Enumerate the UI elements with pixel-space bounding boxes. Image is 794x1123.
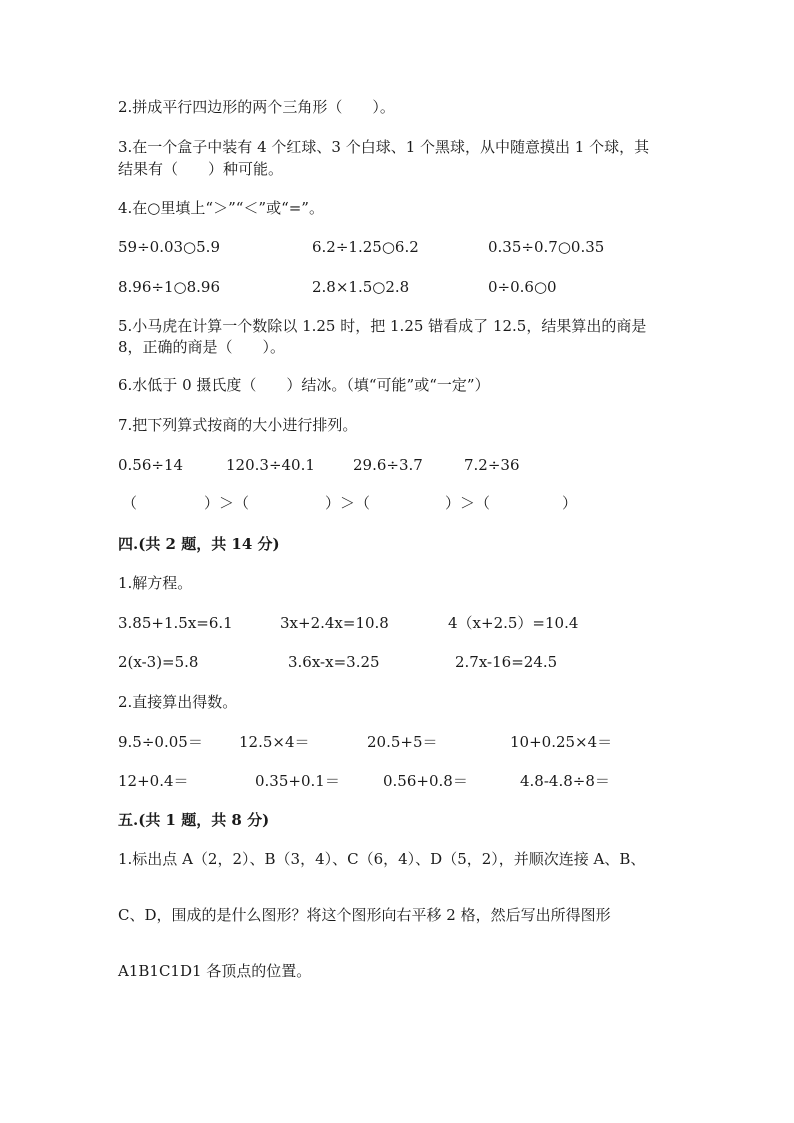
question-4-stem: 4.在○里填上“＞”“＜”或“=”。: [118, 199, 324, 217]
question-6: 6.水低于 0 摄氏度（ ）结冰。（填“可能”或“一定”）: [118, 376, 490, 394]
division-expression: 29.6÷3.7: [353, 456, 423, 474]
question-5-line-2: 8，正确的商是（ ）。: [118, 338, 286, 356]
equation: 2(x-3)=5.8: [118, 653, 199, 671]
mental-math-item: 10+0.25×4＝: [510, 733, 613, 751]
order-bracket: ）: [562, 494, 578, 512]
equation: 4（x+2.5）=10.4: [448, 614, 579, 632]
equation: 3.85+1.5x=6.1: [118, 614, 233, 632]
mental-math-item: 0.56+0.8＝: [383, 772, 468, 790]
division-expression: 7.2÷36: [464, 456, 520, 474]
mental-math-item: 20.5+5＝: [367, 733, 438, 751]
compare-item: 6.2÷1.25○6.2: [312, 238, 419, 256]
question-3-line-1: 3.在一个盒子中装有 4 个红球、3 个白球、1 个黑球，从中随意摸出 1 个球，其: [118, 138, 650, 156]
equation: 2.7x-16=24.5: [455, 653, 558, 671]
section-4-part-2-stem: 2.直接算出得数。: [118, 693, 238, 711]
section-5-question-line-2: C、D，围成的是什么图形？将这个图形向右平移 2 格，然后写出所得图形: [118, 906, 611, 924]
section-4-part-1-stem: 1.解方程。: [118, 574, 193, 592]
mental-math-item: 4.8-4.8÷8＝: [520, 772, 610, 790]
mental-math-item: 12+0.4＝: [118, 772, 189, 790]
mental-math-item: 12.5×4＝: [239, 733, 310, 751]
compare-item: 59÷0.03○5.9: [118, 238, 220, 256]
question-2: 2.拼成平行四边形的两个三角形（ ）。: [118, 98, 395, 116]
question-3-line-2: 结果有（ ）种可能。: [118, 160, 284, 178]
section-5-question-line-1: 1.标出点 A（2，2）、B（3，4）、C（6，4）、D（5，2），并顺次连接 A、B、: [118, 850, 646, 868]
division-expression: 0.56÷14: [118, 456, 184, 474]
compare-item: 0÷0.6○0: [488, 278, 557, 296]
order-bracket: （: [122, 494, 138, 512]
order-bracket: ）＞（: [445, 494, 491, 512]
order-bracket: ）＞（: [204, 494, 250, 512]
equation: 3x+2.4x=10.8: [280, 614, 389, 632]
mental-math-item: 9.5÷0.05＝: [118, 733, 203, 751]
mental-math-item: 0.35+0.1＝: [255, 772, 340, 790]
equation: 3.6x-x=3.25: [288, 653, 380, 671]
question-7-stem: 7.把下列算式按商的大小进行排列。: [118, 416, 358, 434]
section-5-heading: 五.(共 1 题，共 8 分): [118, 811, 270, 829]
section-4-heading: 四.(共 2 题，共 14 分): [118, 535, 280, 553]
compare-item: 0.35÷0.7○0.35: [488, 238, 605, 256]
division-expression: 120.3÷40.1: [226, 456, 315, 474]
compare-item: 8.96÷1○8.96: [118, 278, 220, 296]
question-5-line-1: 5.小马虎在计算一个数除以 1.25 时，把 1.25 错看成了 12.5，结果算出的商是: [118, 317, 647, 335]
section-5-question-line-3: A1B1C1D1 各顶点的位置。: [118, 962, 312, 980]
compare-item: 2.8×1.5○2.8: [312, 278, 410, 296]
order-bracket: ）＞（: [325, 494, 371, 512]
